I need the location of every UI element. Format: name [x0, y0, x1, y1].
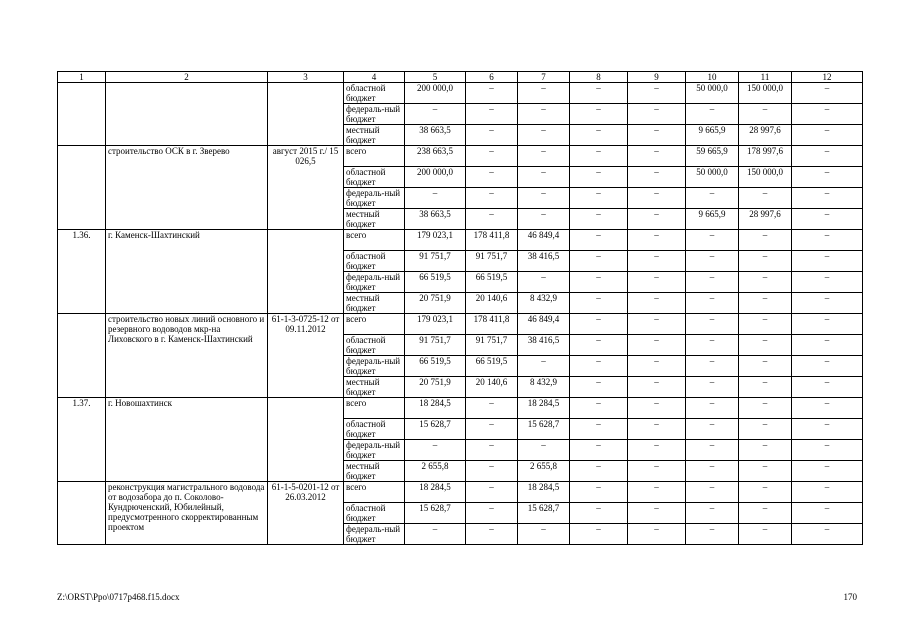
value-cell: – [792, 356, 863, 377]
value-cell: – [686, 314, 739, 335]
value-cell: – [739, 272, 792, 293]
header-cell: 7 [518, 72, 570, 83]
value-cell: 59 665,9 [686, 146, 739, 167]
value-cell: – [792, 335, 863, 356]
value-cell: – [739, 314, 792, 335]
value-cell: – [518, 209, 570, 230]
value-cell: – [518, 440, 570, 461]
value-cell: – [466, 482, 518, 503]
value-cell: – [628, 188, 686, 209]
value-cell: – [628, 461, 686, 482]
object-name-cell: строительство ОСК в г. Зверево [106, 146, 268, 230]
object-name-cell: реконструкция магистрального водовода от водозабора до п. Соколово-Кундрюченский, Юбилейный, предусмотренного скорректированным проектом [106, 482, 268, 545]
value-cell: – [686, 524, 739, 545]
funding-source-cell: областной бюджет [344, 83, 405, 104]
value-cell: – [686, 482, 739, 503]
value-cell: 20 751,9 [405, 377, 466, 398]
value-cell: – [792, 482, 863, 503]
value-cell: 28 997,6 [739, 209, 792, 230]
value-cell: – [739, 230, 792, 251]
funding-source-cell: областной бюджет [344, 419, 405, 440]
funding-source-cell: областной бюджет [344, 251, 405, 272]
value-cell: – [466, 83, 518, 104]
value-cell: – [739, 377, 792, 398]
funding-source-cell: федераль-ный бюджет [344, 440, 405, 461]
value-cell: – [792, 146, 863, 167]
value-cell: – [739, 419, 792, 440]
value-cell: 46 849,4 [518, 314, 570, 335]
value-cell: – [518, 272, 570, 293]
value-cell: 91 751,7 [466, 251, 518, 272]
value-cell: – [686, 377, 739, 398]
value-cell: – [739, 335, 792, 356]
value-cell: – [466, 398, 518, 419]
value-cell: – [686, 440, 739, 461]
object-name-cell: строительство новых линий основного и резервного водоводов мкр-на Лиховского в г. Каменск-Шахтинский [106, 314, 268, 398]
file-path: Z:\ORST\Ppo\0717p468.f15.docx [57, 592, 180, 602]
value-cell: 178 997,6 [739, 146, 792, 167]
table-row [58, 314, 863, 335]
value-cell: 46 849,4 [518, 230, 570, 251]
value-cell: 50 000,0 [686, 167, 739, 188]
value-cell: – [466, 209, 518, 230]
value-cell: 91 751,7 [405, 251, 466, 272]
value-cell: – [792, 314, 863, 335]
value-cell: – [466, 524, 518, 545]
value-cell: 28 997,6 [739, 125, 792, 146]
header-cell: 4 [344, 72, 405, 83]
value-cell: – [628, 503, 686, 524]
value-cell: 15 628,7 [518, 419, 570, 440]
value-cell: – [570, 503, 628, 524]
value-cell: – [518, 104, 570, 125]
value-cell: – [628, 377, 686, 398]
value-cell: – [628, 167, 686, 188]
value-cell: – [518, 83, 570, 104]
value-cell: 91 751,7 [405, 335, 466, 356]
value-cell: – [570, 524, 628, 545]
header-cell: 6 [466, 72, 518, 83]
value-cell: – [466, 503, 518, 524]
row-number-cell: 1.36. [58, 230, 106, 314]
value-cell: 15 628,7 [405, 503, 466, 524]
funding-source-cell: всего [344, 482, 405, 503]
value-cell: – [628, 482, 686, 503]
value-cell: – [792, 440, 863, 461]
value-cell: – [466, 167, 518, 188]
funding-source-cell: федераль-ный бюджет [344, 272, 405, 293]
row-number-cell: 1.37. [58, 398, 106, 482]
table-row [58, 83, 863, 104]
value-cell: – [518, 188, 570, 209]
value-cell: – [570, 461, 628, 482]
value-cell: – [405, 524, 466, 545]
value-cell: 66 519,5 [466, 356, 518, 377]
row-number-cell [58, 314, 106, 398]
header-cell: 9 [628, 72, 686, 83]
value-cell: – [686, 230, 739, 251]
value-cell: 178 411,8 [466, 230, 518, 251]
value-cell: – [792, 230, 863, 251]
value-cell: – [686, 398, 739, 419]
header-cell: 2 [106, 72, 268, 83]
value-cell: 38 416,5 [518, 335, 570, 356]
value-cell: 18 284,5 [518, 482, 570, 503]
value-cell: – [739, 104, 792, 125]
funding-source-cell: федераль-ный бюджет [344, 188, 405, 209]
value-cell: – [518, 167, 570, 188]
value-cell: 66 519,5 [466, 272, 518, 293]
funding-source-cell: областной бюджет [344, 335, 405, 356]
value-cell: – [628, 230, 686, 251]
value-cell: – [739, 440, 792, 461]
value-cell: – [792, 188, 863, 209]
value-cell: – [792, 503, 863, 524]
value-cell: – [405, 440, 466, 461]
object-name-cell: г. Каменск-Шахтинский [106, 230, 268, 314]
value-cell: – [792, 419, 863, 440]
value-cell: – [570, 251, 628, 272]
value-cell: 200 000,0 [405, 83, 466, 104]
value-cell: – [405, 104, 466, 125]
funding-source-cell: местный бюджет [344, 461, 405, 482]
value-cell: – [628, 125, 686, 146]
value-cell: 91 751,7 [466, 335, 518, 356]
value-cell: – [405, 188, 466, 209]
funding-source-cell: федераль-ный бюджет [344, 104, 405, 125]
value-cell: – [686, 293, 739, 314]
header-cell: 8 [570, 72, 628, 83]
value-cell: – [570, 272, 628, 293]
value-cell: – [628, 314, 686, 335]
value-cell: 38 416,5 [518, 251, 570, 272]
value-cell: 9 665,9 [686, 209, 739, 230]
value-cell: 18 284,5 [405, 482, 466, 503]
value-cell: – [628, 440, 686, 461]
value-cell: – [739, 251, 792, 272]
value-cell: – [686, 188, 739, 209]
value-cell: 15 628,7 [518, 503, 570, 524]
value-cell: – [570, 419, 628, 440]
value-cell: – [792, 125, 863, 146]
value-cell: – [628, 335, 686, 356]
value-cell: – [792, 104, 863, 125]
budget-table [57, 71, 863, 545]
value-cell: – [792, 167, 863, 188]
document-cell: 61-1-5-0201-12 от 26.03.2012 [268, 482, 344, 545]
value-cell: – [466, 419, 518, 440]
value-cell: – [792, 209, 863, 230]
value-cell: – [570, 482, 628, 503]
value-cell: 9 665,9 [686, 125, 739, 146]
value-cell: – [739, 524, 792, 545]
funding-source-cell: местный бюджет [344, 377, 405, 398]
value-cell: – [792, 272, 863, 293]
value-cell: – [686, 356, 739, 377]
value-cell: – [792, 293, 863, 314]
header-cell: 11 [739, 72, 792, 83]
value-cell: 8 432,9 [518, 293, 570, 314]
value-cell: – [466, 440, 518, 461]
funding-source-cell: местный бюджет [344, 125, 405, 146]
table-row [58, 482, 863, 503]
value-cell: – [518, 125, 570, 146]
table-body [58, 83, 863, 545]
value-cell: – [792, 83, 863, 104]
table-row [58, 146, 863, 167]
value-cell: – [739, 461, 792, 482]
value-cell: – [628, 83, 686, 104]
value-cell: – [792, 461, 863, 482]
document-cell [268, 230, 344, 314]
object-name-cell: г. Новошахтинск [106, 398, 268, 482]
value-cell: – [570, 104, 628, 125]
table-row [58, 230, 863, 251]
value-cell: – [628, 146, 686, 167]
value-cell: 18 284,5 [405, 398, 466, 419]
value-cell: – [518, 524, 570, 545]
value-cell: – [570, 314, 628, 335]
value-cell: 150 000,0 [739, 83, 792, 104]
funding-source-cell: всего [344, 230, 405, 251]
row-number-cell [58, 83, 106, 146]
funding-source-cell: федераль-ный бюджет [344, 524, 405, 545]
value-cell: – [628, 524, 686, 545]
value-cell: – [686, 251, 739, 272]
value-cell: 20 140,6 [466, 377, 518, 398]
value-cell: – [628, 419, 686, 440]
value-cell: – [570, 440, 628, 461]
value-cell: – [739, 356, 792, 377]
value-cell: – [570, 125, 628, 146]
value-cell: – [739, 503, 792, 524]
value-cell: – [686, 104, 739, 125]
value-cell: – [686, 461, 739, 482]
value-cell: – [792, 524, 863, 545]
header-cell: 3 [268, 72, 344, 83]
value-cell: – [686, 503, 739, 524]
value-cell: 38 663,5 [405, 209, 466, 230]
value-cell: – [466, 461, 518, 482]
value-cell: 200 000,0 [405, 167, 466, 188]
value-cell: – [628, 209, 686, 230]
header-cell: 10 [686, 72, 739, 83]
value-cell: – [739, 293, 792, 314]
value-cell: – [628, 398, 686, 419]
value-cell: – [570, 83, 628, 104]
value-cell: – [739, 482, 792, 503]
value-cell: – [570, 377, 628, 398]
value-cell: 20 751,9 [405, 293, 466, 314]
value-cell: 15 628,7 [405, 419, 466, 440]
value-cell: – [570, 167, 628, 188]
value-cell: – [792, 398, 863, 419]
value-cell: – [570, 188, 628, 209]
value-cell: – [628, 104, 686, 125]
document-cell: 61-1-3-0725-12 от 09.11.2012 [268, 314, 344, 398]
funding-source-cell: федераль-ный бюджет [344, 356, 405, 377]
value-cell: – [628, 356, 686, 377]
value-cell: 178 411,8 [466, 314, 518, 335]
table-row [58, 398, 863, 419]
funding-source-cell: областной бюджет [344, 503, 405, 524]
value-cell: – [570, 335, 628, 356]
value-cell: 150 000,0 [739, 167, 792, 188]
value-cell: – [570, 398, 628, 419]
value-cell: 2 655,8 [405, 461, 466, 482]
value-cell: 66 519,5 [405, 272, 466, 293]
header-row [58, 72, 863, 83]
value-cell: – [466, 146, 518, 167]
funding-source-cell: областной бюджет [344, 167, 405, 188]
funding-source-cell: местный бюджет [344, 293, 405, 314]
value-cell: – [739, 188, 792, 209]
value-cell: – [686, 335, 739, 356]
value-cell: 18 284,5 [518, 398, 570, 419]
value-cell: – [686, 419, 739, 440]
value-cell: – [686, 272, 739, 293]
value-cell: – [466, 125, 518, 146]
value-cell: – [628, 272, 686, 293]
value-cell: 2 655,8 [518, 461, 570, 482]
value-cell: – [792, 377, 863, 398]
value-cell: – [466, 104, 518, 125]
value-cell: – [466, 188, 518, 209]
value-cell: 50 000,0 [686, 83, 739, 104]
value-cell: 38 663,5 [405, 125, 466, 146]
header-cell: 1 [58, 72, 106, 83]
value-cell: – [518, 146, 570, 167]
row-number-cell [58, 146, 106, 230]
value-cell: – [628, 293, 686, 314]
value-cell: 179 023,1 [405, 230, 466, 251]
row-number-cell [58, 482, 106, 545]
value-cell: 179 023,1 [405, 314, 466, 335]
page-number: 170 [843, 592, 857, 602]
header-cell: 12 [792, 72, 863, 83]
header-cell: 5 [405, 72, 466, 83]
funding-source-cell: всего [344, 314, 405, 335]
value-cell: – [570, 146, 628, 167]
value-cell: – [570, 293, 628, 314]
object-name-cell [106, 83, 268, 146]
value-cell: – [628, 251, 686, 272]
value-cell: – [518, 356, 570, 377]
document-cell: август 2015 г./ 15 026,5 [268, 146, 344, 230]
value-cell: 20 140,6 [466, 293, 518, 314]
value-cell: – [570, 209, 628, 230]
value-cell: 238 663,5 [405, 146, 466, 167]
value-cell: – [739, 398, 792, 419]
value-cell: 66 519,5 [405, 356, 466, 377]
document-cell [268, 83, 344, 146]
value-cell: – [570, 230, 628, 251]
funding-source-cell: всего [344, 146, 405, 167]
funding-source-cell: всего [344, 398, 405, 419]
value-cell: – [570, 356, 628, 377]
value-cell: – [792, 251, 863, 272]
document-cell [268, 398, 344, 482]
value-cell: 8 432,9 [518, 377, 570, 398]
funding-source-cell: местный бюджет [344, 209, 405, 230]
